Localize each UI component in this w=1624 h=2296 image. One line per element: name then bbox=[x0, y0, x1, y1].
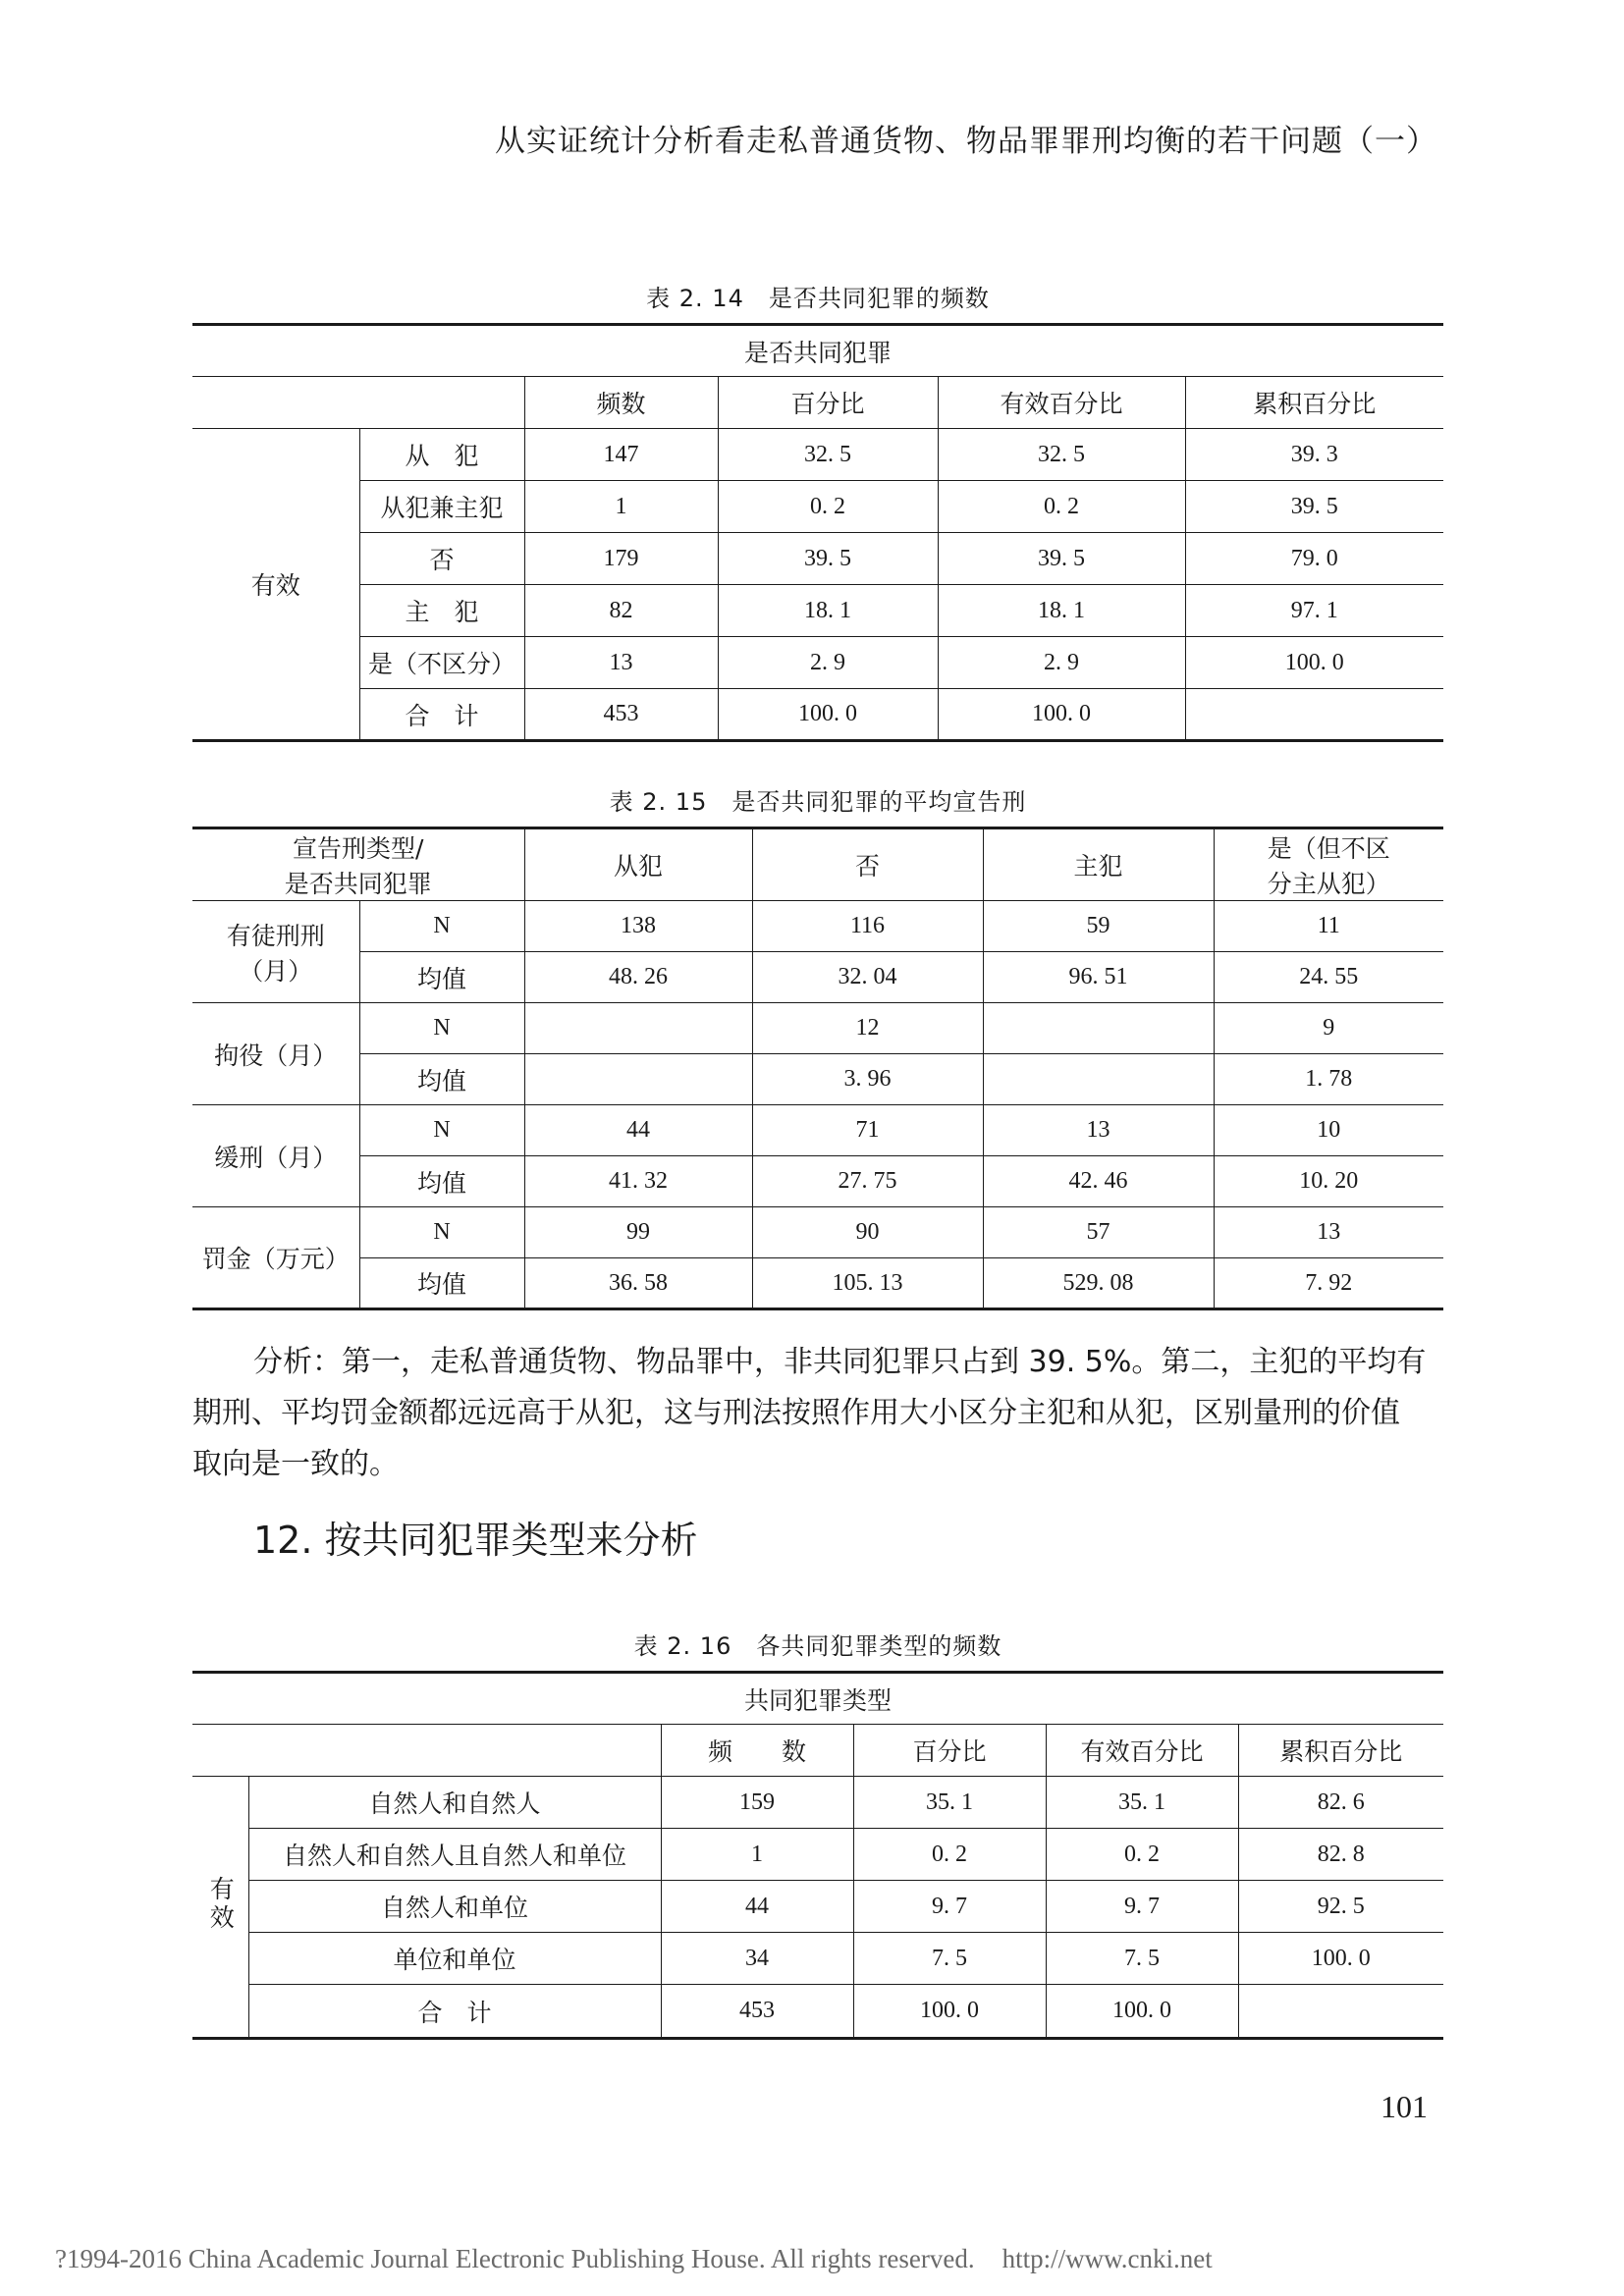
cell: 1 bbox=[524, 481, 718, 533]
table-row-total bbox=[192, 689, 1443, 741]
cell: 13 bbox=[524, 637, 718, 689]
table-row bbox=[192, 481, 1443, 533]
cell: 57 bbox=[983, 1207, 1214, 1258]
cell: 96. 51 bbox=[983, 952, 1214, 1003]
column-header: 否 bbox=[752, 828, 983, 901]
cell: 82. 6 bbox=[1238, 1777, 1443, 1829]
analysis-line-2: 期刑、平均罚金额都远远高于从犯，这与刑法按照作用大小区分主犯和从犯，区别量刑的价值 bbox=[192, 1396, 1400, 1430]
stat-label: 均值 bbox=[359, 1054, 524, 1105]
cell: 82 bbox=[524, 585, 718, 637]
cell: 90 bbox=[752, 1207, 983, 1258]
table-2-14-corner bbox=[192, 377, 524, 429]
cell: 0. 2 bbox=[1046, 1829, 1238, 1881]
copyright-footer bbox=[55, 2244, 1213, 2274]
table-row bbox=[192, 1933, 1443, 1985]
table-row bbox=[192, 1207, 1443, 1258]
row-label: 从 犯 bbox=[359, 429, 524, 481]
cell: 36. 58 bbox=[524, 1258, 752, 1309]
cell: 35. 1 bbox=[853, 1777, 1046, 1829]
group-label-line-2: （月） bbox=[239, 956, 313, 986]
column-header: 有效百分比 bbox=[1046, 1725, 1238, 1777]
table-row bbox=[192, 1829, 1443, 1881]
cell: 44 bbox=[661, 1881, 853, 1933]
cell: 7. 92 bbox=[1214, 1258, 1443, 1309]
row-label: 合 计 bbox=[248, 1985, 661, 2039]
cell: 100. 0 bbox=[1185, 637, 1443, 689]
column-header: 有效百分比 bbox=[938, 377, 1185, 429]
stat-label: 均值 bbox=[359, 1156, 524, 1207]
cell: 13 bbox=[983, 1105, 1214, 1156]
cell: 100. 0 bbox=[938, 689, 1185, 741]
column-header: 百分比 bbox=[718, 377, 938, 429]
cell bbox=[983, 1054, 1214, 1105]
cell: 453 bbox=[524, 689, 718, 741]
cell: 32. 5 bbox=[718, 429, 938, 481]
cell: 100. 0 bbox=[1046, 1985, 1238, 2039]
table-2-15-caption: 表 2. 15 是否共同犯罪的平均宣告刑 bbox=[609, 788, 1027, 816]
table-row bbox=[192, 533, 1443, 585]
cell: 7. 5 bbox=[853, 1933, 1046, 1985]
cell bbox=[524, 1003, 752, 1054]
table-row bbox=[192, 1881, 1443, 1933]
table-row bbox=[192, 1258, 1443, 1309]
table-2-16-corner bbox=[192, 1725, 661, 1777]
valid-label-text: 有效 bbox=[206, 1875, 236, 1933]
cell: 39. 5 bbox=[718, 533, 938, 585]
cell: 44 bbox=[524, 1105, 752, 1156]
column-header: 累积百分比 bbox=[1185, 377, 1443, 429]
cell: 105. 13 bbox=[752, 1258, 983, 1309]
cell: 3. 96 bbox=[752, 1054, 983, 1105]
table-2-16-group-title: 共同犯罪类型 bbox=[192, 1673, 1443, 1725]
table-row bbox=[192, 1105, 1443, 1156]
group-label: 罚金（万元） bbox=[192, 1207, 359, 1309]
analysis-paragraph bbox=[192, 1337, 1443, 1490]
cell bbox=[1238, 1985, 1443, 2039]
cell: 9 bbox=[1214, 1003, 1443, 1054]
cell: 92. 5 bbox=[1238, 1881, 1443, 1933]
table-2-14-caption: 表 2. 14 是否共同犯罪的频数 bbox=[646, 285, 990, 312]
table-2-16-caption: 表 2. 16 各共同犯罪类型的频数 bbox=[633, 1632, 1002, 1660]
cell: 100. 0 bbox=[853, 1985, 1046, 2039]
row-label: 单位和单位 bbox=[248, 1933, 661, 1985]
cell: 179 bbox=[524, 533, 718, 585]
cell: 35. 1 bbox=[1046, 1777, 1238, 1829]
row-label: 合 计 bbox=[359, 689, 524, 741]
last-col-line-2: 分主从犯） bbox=[1267, 870, 1390, 898]
cell: 11 bbox=[1214, 901, 1443, 952]
cell: 71 bbox=[752, 1105, 983, 1156]
corner-line-2: 是否共同犯罪 bbox=[284, 870, 432, 898]
column-header bbox=[1214, 828, 1443, 901]
cell: 529. 08 bbox=[983, 1258, 1214, 1309]
group-label: 缓刑（月） bbox=[192, 1105, 359, 1207]
cell: 0. 2 bbox=[938, 481, 1185, 533]
table-2-14-group-title: 是否共同犯罪 bbox=[192, 325, 1443, 377]
stat-label: N bbox=[359, 1207, 524, 1258]
cell: 24. 55 bbox=[1214, 952, 1443, 1003]
table-row bbox=[192, 1054, 1443, 1105]
cell: 2. 9 bbox=[938, 637, 1185, 689]
stat-label: N bbox=[359, 901, 524, 952]
footer-url: http://www.cnki.net bbox=[1001, 2244, 1213, 2273]
corner-line-1: 宣告刑类型/ bbox=[293, 834, 424, 863]
cell: 59 bbox=[983, 901, 1214, 952]
cell: 82. 8 bbox=[1238, 1829, 1443, 1881]
row-label: 从犯兼主犯 bbox=[359, 481, 524, 533]
cell: 10. 20 bbox=[1214, 1156, 1443, 1207]
cell: 7. 5 bbox=[1046, 1933, 1238, 1985]
analysis-line-1: 分析：第一，走私普通货物、物品罪中，非共同犯罪只占到 39. 5%。第二，主犯的平均有 bbox=[253, 1345, 1427, 1379]
copyright-text: ?1994-2016 China Academic Journal Electronic Publishing House. All rights reserved. bbox=[55, 2244, 975, 2273]
cell: 100. 0 bbox=[718, 689, 938, 741]
cell: 32. 5 bbox=[938, 429, 1185, 481]
cell: 34 bbox=[661, 1933, 853, 1985]
column-header: 累积百分比 bbox=[1238, 1725, 1443, 1777]
row-label: 是（不区分） bbox=[359, 637, 524, 689]
table-2-15 bbox=[192, 827, 1443, 1310]
cell: 18. 1 bbox=[938, 585, 1185, 637]
table-row-total bbox=[192, 1985, 1443, 2039]
column-header: 主犯 bbox=[983, 828, 1214, 901]
cell: 12 bbox=[752, 1003, 983, 1054]
table-row bbox=[192, 637, 1443, 689]
cell: 9. 7 bbox=[1046, 1881, 1238, 1933]
page-number: 101 bbox=[1380, 2089, 1428, 2124]
cell bbox=[983, 1003, 1214, 1054]
cell: 27. 75 bbox=[752, 1156, 983, 1207]
cell: 100. 0 bbox=[1238, 1933, 1443, 1985]
cell: 147 bbox=[524, 429, 718, 481]
cell bbox=[1185, 689, 1443, 741]
cell: 1. 78 bbox=[1214, 1054, 1443, 1105]
table-2-16 bbox=[192, 1671, 1443, 2040]
last-col-line-1: 是（但不区 bbox=[1267, 834, 1390, 863]
stat-label: 均值 bbox=[359, 1258, 524, 1309]
table-row bbox=[192, 952, 1443, 1003]
column-header: 从犯 bbox=[524, 828, 752, 901]
row-label: 自然人和自然人 bbox=[248, 1777, 661, 1829]
cell: 99 bbox=[524, 1207, 752, 1258]
cell: 39. 3 bbox=[1185, 429, 1443, 481]
cell: 10 bbox=[1214, 1105, 1443, 1156]
cell: 41. 32 bbox=[524, 1156, 752, 1207]
cell bbox=[524, 1054, 752, 1105]
cell: 1 bbox=[661, 1829, 853, 1881]
analysis-line-3: 取向是一致的。 bbox=[192, 1447, 399, 1481]
column-header: 百分比 bbox=[853, 1725, 1046, 1777]
table-2-15-corner bbox=[192, 828, 524, 901]
cell: 0. 2 bbox=[853, 1829, 1046, 1881]
column-header: 频数 bbox=[524, 377, 718, 429]
cell: 32. 04 bbox=[752, 952, 983, 1003]
column-header: 频 数 bbox=[661, 1725, 853, 1777]
valid-label bbox=[192, 1777, 248, 2039]
cell: 48. 26 bbox=[524, 952, 752, 1003]
table-row bbox=[192, 1777, 1443, 1829]
cell: 39. 5 bbox=[1185, 481, 1443, 533]
stat-label: N bbox=[359, 1105, 524, 1156]
cell: 138 bbox=[524, 901, 752, 952]
cell: 39. 5 bbox=[938, 533, 1185, 585]
table-row bbox=[192, 429, 1443, 481]
cell: 2. 9 bbox=[718, 637, 938, 689]
valid-label: 有效 bbox=[192, 429, 359, 741]
row-label: 自然人和自然人且自然人和单位 bbox=[248, 1829, 661, 1881]
cell: 42. 46 bbox=[983, 1156, 1214, 1207]
stat-label: 均值 bbox=[359, 952, 524, 1003]
cell: 97. 1 bbox=[1185, 585, 1443, 637]
table-row bbox=[192, 1003, 1443, 1054]
cell: 0. 2 bbox=[718, 481, 938, 533]
row-label: 自然人和单位 bbox=[248, 1881, 661, 1933]
group-label bbox=[192, 901, 359, 1003]
cell: 159 bbox=[661, 1777, 853, 1829]
cell: 9. 7 bbox=[853, 1881, 1046, 1933]
table-2-14 bbox=[192, 323, 1443, 742]
cell: 18. 1 bbox=[718, 585, 938, 637]
running-header: 从实证统计分析看走私普通货物、物品罪罪刑均衡的若干问题（一） bbox=[495, 124, 1437, 159]
cell: 13 bbox=[1214, 1207, 1443, 1258]
stat-label: N bbox=[359, 1003, 524, 1054]
cell: 453 bbox=[661, 1985, 853, 2039]
row-label: 否 bbox=[359, 533, 524, 585]
section-heading: 12. 按共同犯罪类型来分析 bbox=[253, 1519, 698, 1562]
row-label: 主 犯 bbox=[359, 585, 524, 637]
group-label: 拘役（月） bbox=[192, 1003, 359, 1105]
table-row bbox=[192, 585, 1443, 637]
cell: 116 bbox=[752, 901, 983, 952]
group-label-line-1: 有徒刑刑 bbox=[226, 921, 325, 950]
table-row bbox=[192, 901, 1443, 952]
table-row bbox=[192, 1156, 1443, 1207]
cell: 79. 0 bbox=[1185, 533, 1443, 585]
